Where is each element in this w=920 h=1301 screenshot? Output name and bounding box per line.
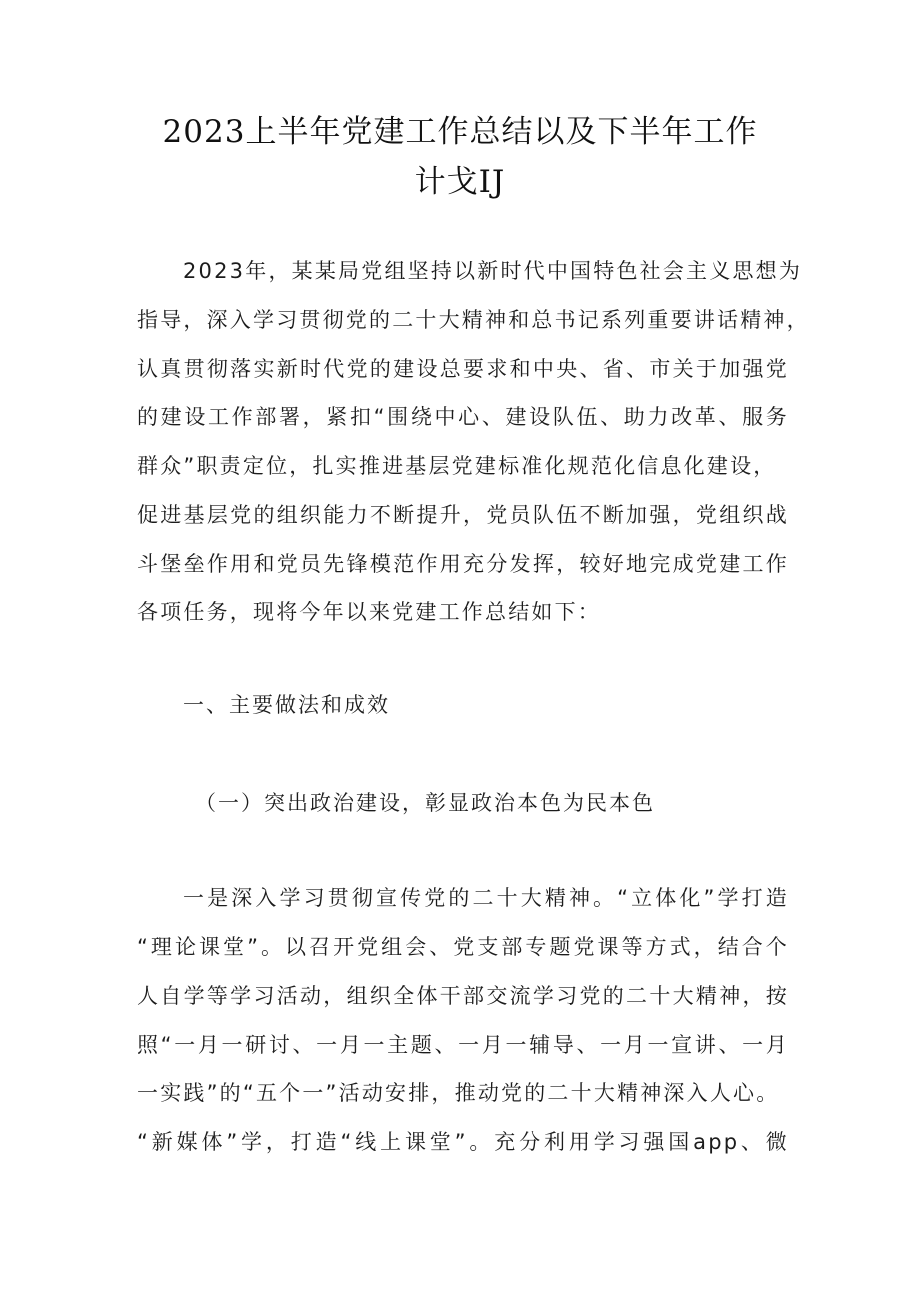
document-title-line-2: 计戈IJ xyxy=(414,164,506,200)
body-line: 一是深入学习贯彻宣传党的二十大精神。“立体化”学打造 xyxy=(183,886,789,910)
section-heading: 一、主要做法和成效 xyxy=(183,693,390,717)
body-line: “新媒体”学，打造“线上课堂”。充分利用学习强国app、微 xyxy=(137,1130,789,1154)
intro-line: 的建设工作部署，紧扣“围绕中心、建设队伍、助力改革、服务 xyxy=(137,405,789,429)
subsection-heading: （一）突出政治建设，彰显政治本色为民本色 xyxy=(195,791,655,815)
intro-line: 认真贯彻落实新时代党的建设总要求和中央、省、市关于加强党 xyxy=(137,357,789,381)
intro-line: 2023年，某某局党组坚持以新时代中国特色社会主义思想为 xyxy=(183,259,803,283)
body-line: 人自学等学习活动，组织全体干部交流学习党的二十大精神，按 xyxy=(137,984,789,1008)
intro-line: 群众”职责定位，扎实推进基层党建标准化规范化信息化建设， xyxy=(137,454,777,478)
body-line: 照“一月一研讨、一月一主题、一月一辅导、一月一宣讲、一月 xyxy=(137,1033,789,1057)
document-title-line-1: 2023上半年党建工作总结以及下半年工作 xyxy=(162,114,758,150)
intro-line: 各项任务，现将今年以来党建工作总结如下： xyxy=(137,600,601,624)
body-line: “理论课堂”。以召开党组会、党支部专题党课等方式，结合个 xyxy=(137,935,789,959)
intro-line: 促进基层党的组织能力不断提升，党员队伍不断加强，党组织战 xyxy=(137,503,789,527)
body-line: 一实践”的“五个一”活动安排，推动党的二十大精神深入人心。 xyxy=(137,1081,780,1105)
intro-line: 斗堡垒作用和党员先锋模范作用充分发挥，较好地完成党建工作 xyxy=(137,552,789,576)
intro-line: 指导，深入学习贯彻党的二十大精神和总书记系列重要讲话精神， xyxy=(137,308,810,332)
